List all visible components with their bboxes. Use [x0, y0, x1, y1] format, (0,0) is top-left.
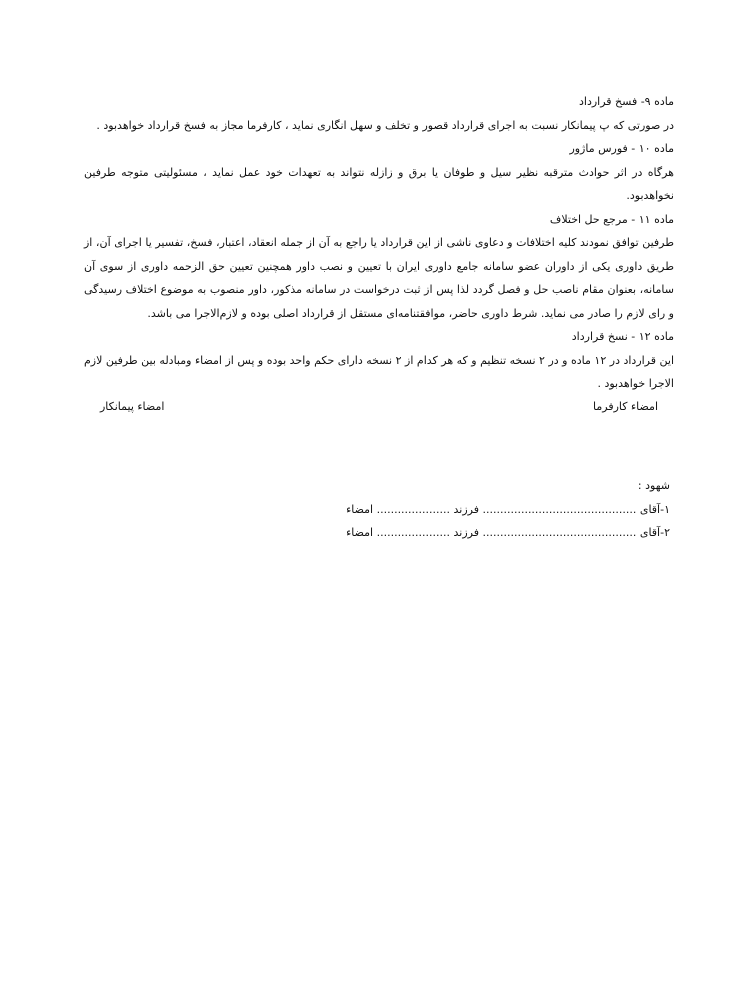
witness-line-2: ۲-آقای ............................................ فرزند ..................... امضاء — [346, 526, 670, 539]
witnesses-title: شهود : — [637, 479, 670, 492]
witness-line-1: ۱-آقای ............................................ فرزند ..................... امضاء — [346, 502, 670, 516]
article-9-body: در صورتی که پ پیمانکار نسبت به اجرای قرارداد قصور و تخلف و سهل انگاری نماید ، کارفرما مجاز به فسخ قرارداد خواهدبود . — [96, 118, 674, 132]
signature-row — [84, 400, 658, 424]
article-10-body: هرگاه در اثر حوادث مترقبه نظیر سیل و طوفان یا برق و زازله نتواند به تعهدات خود عمل نماید ، مسئولیتی متوجه طرفین نخواهدبود. — [84, 165, 674, 202]
article-10-heading: ماده ۱۰ - فورس ماژور — [569, 142, 674, 155]
employer-signature-label: امضاء کارفرما — [593, 400, 658, 413]
article-11-heading: ماده ۱۱ - مرجع حل اختلاف — [549, 212, 674, 226]
contractor-signature-label: امضاء پیمانکار — [100, 400, 165, 413]
contract-text — [84, 90, 674, 396]
witnesses-section — [346, 474, 670, 545]
article-11-body: طرفین توافق نمودند کلیه اختلافات و دعاوی ناشی از این قرارداد یا راجع به آن از جمله انعقاد، اعتبار، فسخ، تفسیر یا اجرای آن، از طریق داوری یکی از داوران عضو سامانه جامع داوری ایران با تعیین و نصب داور همچنین تعیین حق الزحمه داوری از سوی آن سامانه، بعنوان مقام ناصب حل و فصل گردد لذا پس از ثبت درخواست در سامانه مذکور، داور منصوب به موضوع اختلاف رسیدگی و رای لازم را صادر می نماید. شرط داوری حاضر، موافقتنامه‌ای مستقل از قرارداد اصلی بوده و لازم‌الاجرا می باشد. — [84, 236, 674, 320]
article-12-body: این قرارداد در ۱۲ ماده و در ۲ نسخه تنظیم و که هر کدام از ۲ نسخه دارای حکم واحد بوده و پس از امضاء ومبادله بین طرفین لازم الاجرا خواهدبود . — [84, 353, 675, 390]
article-12-heading: ماده ۱۲ - نسخ قرارداد — [571, 330, 674, 343]
article-9-heading: ماده ۹- فسخ قرارداد — [578, 95, 674, 108]
